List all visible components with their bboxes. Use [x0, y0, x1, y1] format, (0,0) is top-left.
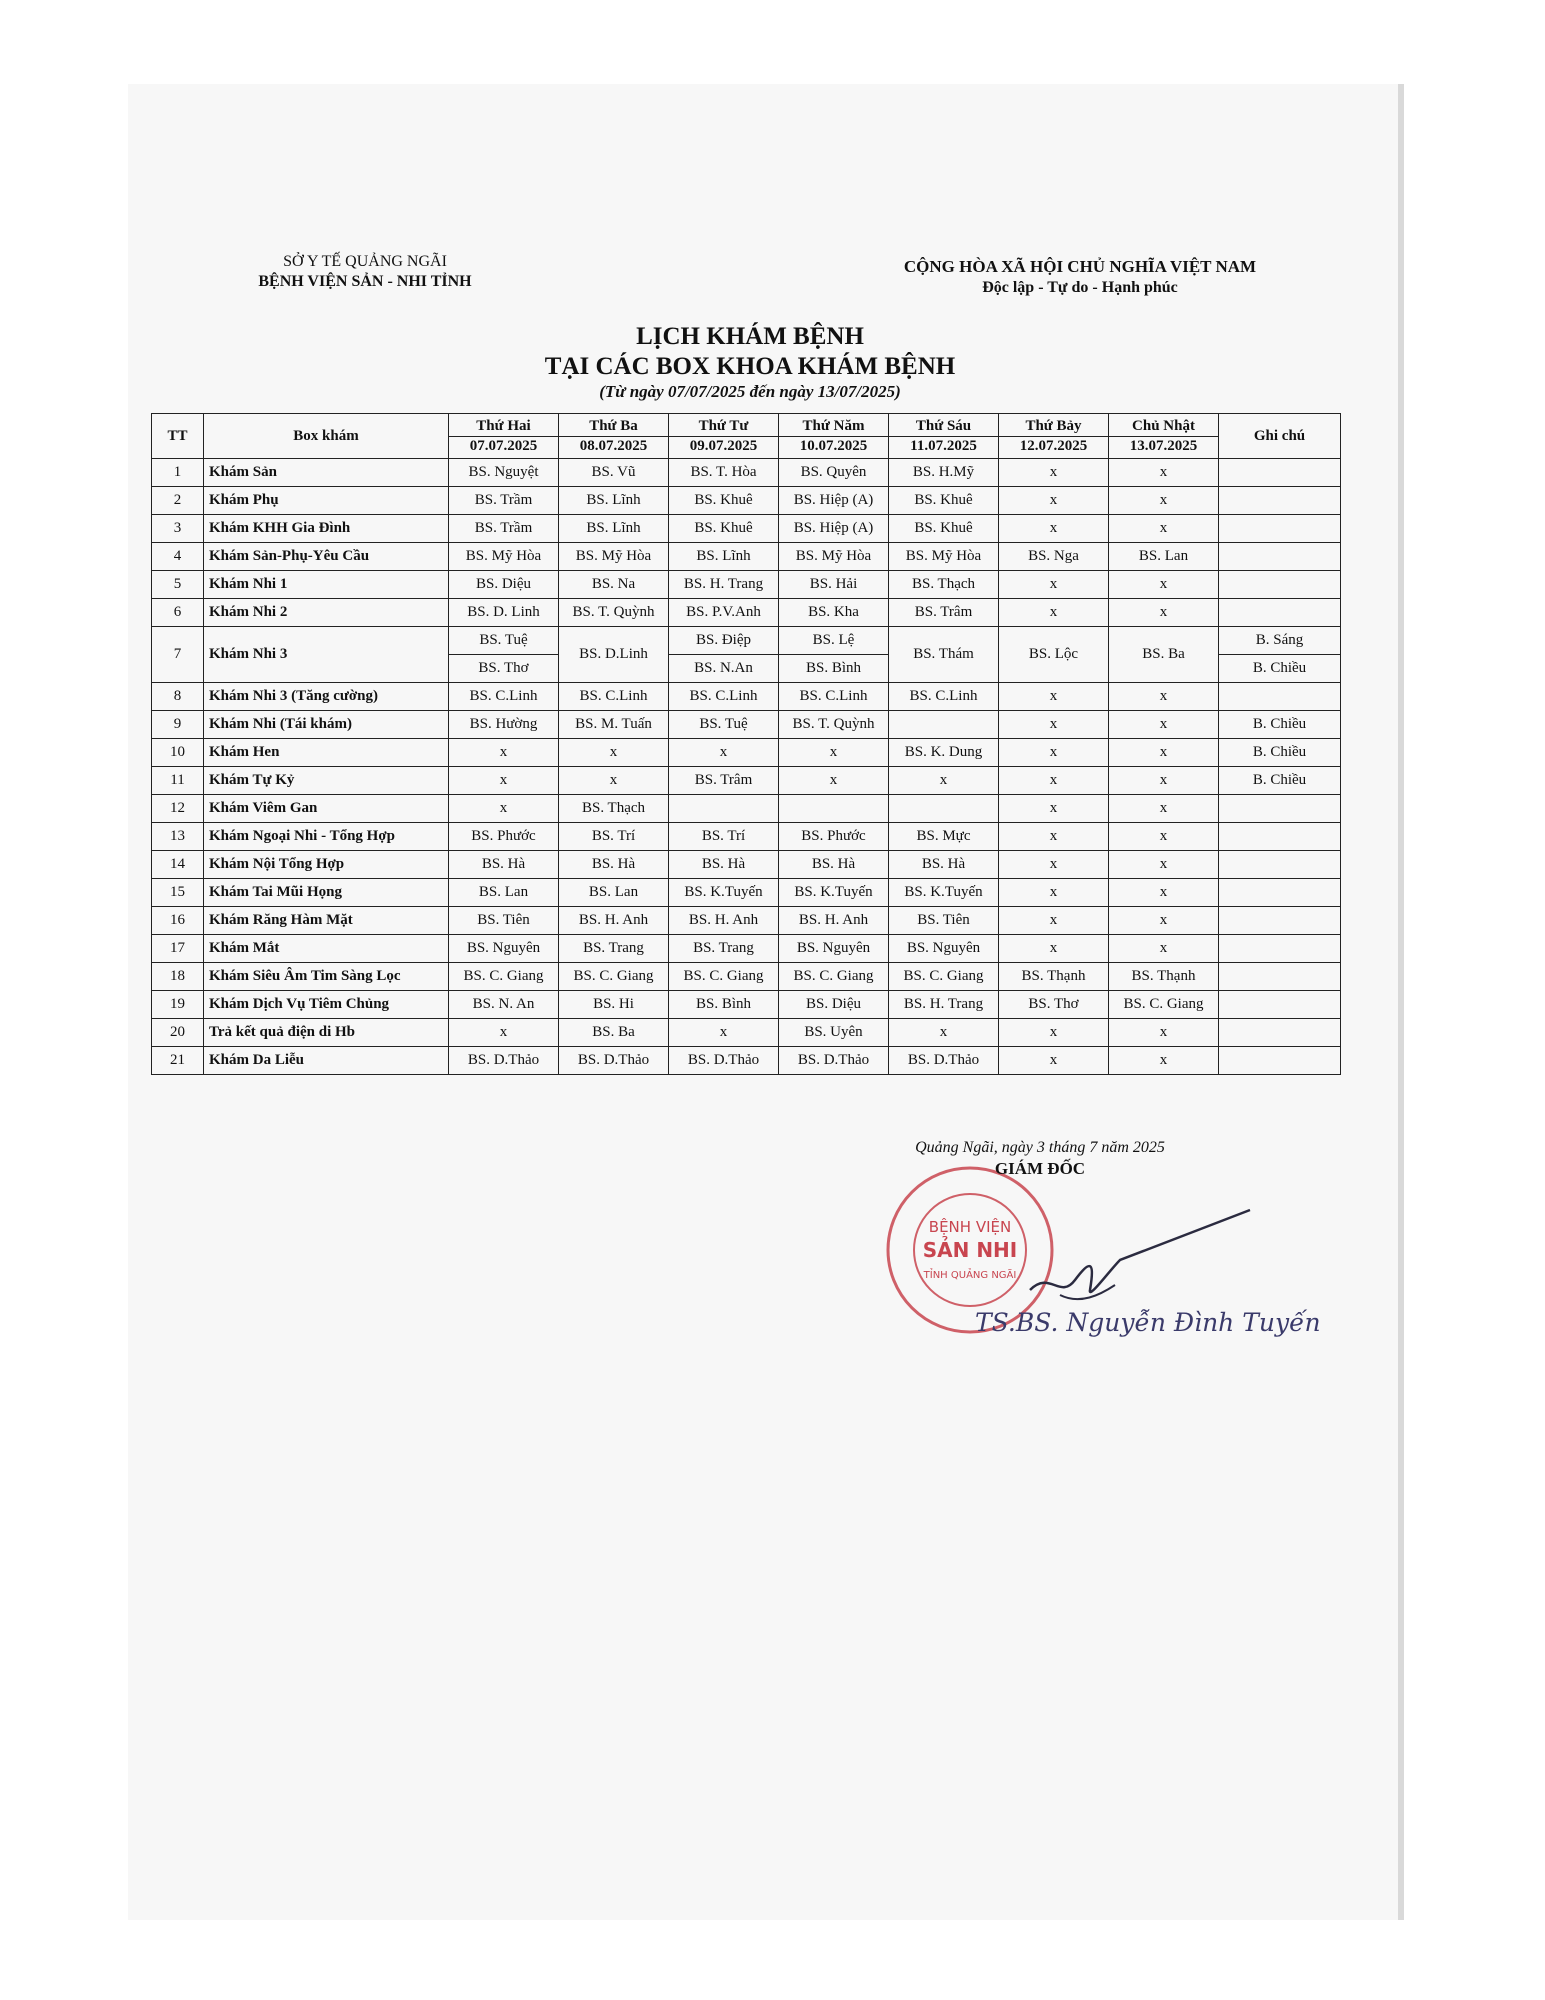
note-cell [1219, 683, 1341, 711]
schedule-cell: BS. Thám [889, 627, 999, 683]
schedule-cell: BS. Mỹ Hòa [559, 543, 669, 571]
schedule-cell: BS. Thạch [559, 795, 669, 823]
row-number: 7 [152, 627, 204, 683]
schedule-cell: BS. Hà [669, 851, 779, 879]
header-right [870, 256, 1290, 298]
row-box-name: Khám Nhi 2 [204, 599, 449, 627]
schedule-cell: BS. N.An [669, 655, 779, 683]
table-row [152, 907, 1341, 935]
row-number: 21 [152, 1047, 204, 1075]
schedule-cell: x [449, 767, 559, 795]
note-cell: B. Chiều [1219, 767, 1341, 795]
row-number: 9 [152, 711, 204, 739]
schedule-cell: BS. Nguyên [889, 935, 999, 963]
schedule-cell: BS. D.Thảo [889, 1047, 999, 1075]
schedule-cell: BS. C. Giang [449, 963, 559, 991]
day-date: 11.07.2025 [889, 436, 998, 456]
schedule-cell: BS. Lan [559, 879, 669, 907]
row-number: 4 [152, 543, 204, 571]
signer-role: GIÁM ĐỐC [994, 1159, 1086, 1178]
row-box-name: Khám Viêm Gan [204, 795, 449, 823]
row-number: 1 [152, 459, 204, 487]
note-cell [1219, 571, 1341, 599]
schedule-cell: x [999, 515, 1109, 543]
schedule-cell: x [1109, 879, 1219, 907]
row-number: 18 [152, 963, 204, 991]
motto: Độc lập - Tự do - Hạnh phúc [982, 279, 1178, 296]
schedule-cell: BS. Hà [449, 851, 559, 879]
header-left [230, 252, 500, 292]
row-number: 8 [152, 683, 204, 711]
note-cell [1219, 515, 1341, 543]
schedule-cell: BS. Lĩnh [559, 515, 669, 543]
header-day [1109, 414, 1219, 459]
schedule-cell: BS. Thơ [999, 991, 1109, 1019]
schedule-cell: x [1109, 739, 1219, 767]
schedule-cell: x [999, 935, 1109, 963]
schedule-cell: BS. Hà [559, 851, 669, 879]
schedule-cell: BS. Quyên [779, 459, 889, 487]
schedule-cell: BS. Bình [779, 655, 889, 683]
schedule-cell: x [889, 767, 999, 795]
schedule-cell: BS. H. Anh [669, 907, 779, 935]
schedule-cell: BS. Phước [449, 823, 559, 851]
schedule-cell [889, 795, 999, 823]
schedule-cell: BS. Uyên [779, 1019, 889, 1047]
row-number: 14 [152, 851, 204, 879]
schedule-cell: x [669, 739, 779, 767]
schedule-cell: BS. D. Linh [449, 599, 559, 627]
row-box-name: Khám Sản [204, 459, 449, 487]
table-row [152, 571, 1341, 599]
schedule-cell: x [999, 599, 1109, 627]
table-row [152, 487, 1341, 515]
day-name: Thứ Tư [698, 417, 749, 434]
header-day [559, 414, 669, 459]
schedule-cell: x [1109, 823, 1219, 851]
schedule-cell: BS. Trâm [889, 599, 999, 627]
table-row [152, 963, 1341, 991]
table-row [152, 627, 1341, 655]
day-date: 08.07.2025 [559, 436, 668, 456]
table-row [152, 851, 1341, 879]
schedule-cell: x [1109, 767, 1219, 795]
schedule-cell: x [559, 739, 669, 767]
schedule-cell: BS. Hà [889, 851, 999, 879]
stamp-line3: TỈNH QUẢNG NGÃI [923, 1270, 1017, 1281]
schedule-cell: BS. Nga [999, 543, 1109, 571]
note-cell: B. Sáng [1219, 627, 1341, 655]
schedule-cell: BS. Khuê [889, 515, 999, 543]
schedule-cell: BS. Nguyên [779, 935, 889, 963]
row-box-name: Khám Phụ [204, 487, 449, 515]
note-cell [1219, 1047, 1341, 1075]
paper-edge [1398, 84, 1404, 1920]
schedule-cell: x [1109, 571, 1219, 599]
schedule-cell: BS. Tuệ [449, 627, 559, 655]
row-number: 13 [152, 823, 204, 851]
schedule-cell: x [449, 795, 559, 823]
schedule-cell: BS. Khuê [889, 487, 999, 515]
schedule-cell: x [559, 767, 669, 795]
note-cell [1219, 823, 1341, 851]
schedule-cell: BS. D.Linh [559, 627, 669, 683]
schedule-cell: BS. Nguyên [449, 935, 559, 963]
schedule-cell: x [1109, 851, 1219, 879]
schedule-cell: BS. Trang [669, 935, 779, 963]
schedule-cell: BS. Lĩnh [559, 487, 669, 515]
schedule-cell: BS. K.Tuyến [889, 879, 999, 907]
row-box-name: Khám Tự Kỷ [204, 767, 449, 795]
schedule-cell: BS. Ba [559, 1019, 669, 1047]
row-box-name: Khám Da Liễu [204, 1047, 449, 1075]
schedule-cell: BS. Thạnh [999, 963, 1109, 991]
schedule-cell: x [779, 767, 889, 795]
schedule-cell: BS. T. Quỳnh [559, 599, 669, 627]
stamp-line2: SẢN NHI [922, 1238, 1018, 1262]
row-box-name: Khám Nhi 1 [204, 571, 449, 599]
schedule-cell: BS. Vũ [559, 459, 669, 487]
schedule-cell: BS. Lan [449, 879, 559, 907]
page-title: LỊCH KHÁM BỆNH [636, 323, 864, 350]
schedule-cell: BS. Thơ [449, 655, 559, 683]
page-subtitle: TẠI CÁC BOX KHOA KHÁM BỆNH [544, 353, 956, 380]
schedule-cell: BS. D.Thảo [779, 1047, 889, 1075]
schedule-cell: BS. M. Tuấn [559, 711, 669, 739]
schedule-cell: BS. Nguyệt [449, 459, 559, 487]
schedule-cell: BS. P.V.Anh [669, 599, 779, 627]
row-box-name: Khám Siêu Âm Tim Sàng Lọc [204, 963, 449, 991]
table-header [152, 414, 1341, 459]
schedule-cell: BS. Mỹ Hòa [779, 543, 889, 571]
note-cell [1219, 487, 1341, 515]
row-box-name: Khám Nhi 3 (Tăng cường) [204, 683, 449, 711]
schedule-cell: BS. Na [559, 571, 669, 599]
row-box-name: Khám Tai Mũi Họng [204, 879, 449, 907]
row-number: 3 [152, 515, 204, 543]
day-name: Thứ Hai [476, 417, 531, 434]
header-day [779, 414, 889, 459]
note-cell: B. Chiều [1219, 655, 1341, 683]
schedule-cell: x [1109, 683, 1219, 711]
day-date: 09.07.2025 [669, 436, 778, 456]
org-name: SỞ Y TẾ QUẢNG NGÃI [283, 253, 447, 270]
table-row [152, 1047, 1341, 1075]
schedule-cell [889, 711, 999, 739]
row-number: 10 [152, 739, 204, 767]
note-cell: B. Chiều [1219, 711, 1341, 739]
schedule-cell: x [999, 459, 1109, 487]
schedule-cell: BS. C.Linh [889, 683, 999, 711]
row-box-name: Khám KHH Gia Đình [204, 515, 449, 543]
note-cell [1219, 963, 1341, 991]
schedule-cell [669, 795, 779, 823]
schedule-cell: BS. K. Dung [889, 739, 999, 767]
schedule-cell: x [999, 823, 1109, 851]
schedule-cell: x [1109, 459, 1219, 487]
schedule-cell: BS. Trang [559, 935, 669, 963]
schedule-cell: BS. Kha [779, 599, 889, 627]
schedule-cell: BS. Điệp [669, 627, 779, 655]
schedule-cell: BS. Hi [559, 991, 669, 1019]
table-row [152, 991, 1341, 1019]
schedule-cell: x [999, 795, 1109, 823]
note-cell [1219, 599, 1341, 627]
row-box-name: Khám Dịch Vụ Tiêm Chủng [204, 991, 449, 1019]
day-name: Thứ Năm [802, 417, 865, 434]
table-row [152, 767, 1341, 795]
note-cell [1219, 459, 1341, 487]
row-number: 16 [152, 907, 204, 935]
schedule-cell: BS. H.Mỹ [889, 459, 999, 487]
row-number: 17 [152, 935, 204, 963]
schedule-cell: BS. Tiên [889, 907, 999, 935]
note-cell [1219, 851, 1341, 879]
schedule-cell: BS. H. Trang [889, 991, 999, 1019]
schedule-cell: BS. N. An [449, 991, 559, 1019]
table-row [152, 515, 1341, 543]
schedule-cell: BS. Khuê [669, 515, 779, 543]
header-day [999, 414, 1109, 459]
schedule-cell: BS. Thạnh [1109, 963, 1219, 991]
signature-block [860, 1138, 1220, 1180]
signer-name: TS.BS. Nguyễn Đình Tuyến [975, 1308, 1321, 1337]
schedule-cell: BS. Trầm [449, 515, 559, 543]
day-name: Thứ Sáu [915, 417, 972, 434]
schedule-cell: BS. H. Anh [559, 907, 669, 935]
row-box-name: Khám Nội Tổng Hợp [204, 851, 449, 879]
schedule-cell: BS. Trí [559, 823, 669, 851]
schedule-cell: BS. K.Tuyến [779, 879, 889, 907]
schedule-cell: x [1109, 599, 1219, 627]
table-row [152, 711, 1341, 739]
schedule-cell: BS. C.Linh [669, 683, 779, 711]
schedule-cell: BS. Hiệp (A) [779, 515, 889, 543]
day-date: 12.07.2025 [999, 436, 1108, 456]
schedule-cell: BS. Lan [1109, 543, 1219, 571]
schedule-cell: x [999, 851, 1109, 879]
schedule-cell: BS. Trầm [449, 487, 559, 515]
schedule-cell: x [999, 487, 1109, 515]
schedule-table [151, 413, 1341, 1075]
table-row [152, 543, 1341, 571]
schedule-cell: BS. C.Linh [779, 683, 889, 711]
schedule-cell: x [889, 1019, 999, 1047]
director-signature [1020, 1200, 1260, 1320]
schedule-cell [779, 795, 889, 823]
schedule-cell: BS. Lệ [779, 627, 889, 655]
row-box-name: Khám Sản-Phụ-Yêu Cầu [204, 543, 449, 571]
country-name: CỘNG HÒA XÃ HỘI CHỦ NGHĨA VIỆT NAM [903, 257, 1257, 276]
schedule-cell: BS. Hà [779, 851, 889, 879]
schedule-cell: BS. Tiên [449, 907, 559, 935]
schedule-cell: x [779, 739, 889, 767]
schedule-cell: BS. H. Trang [669, 571, 779, 599]
day-name: Thứ Ba [589, 417, 638, 434]
schedule-cell: x [999, 1019, 1109, 1047]
table-row [152, 683, 1341, 711]
schedule-cell: BS. C.Linh [559, 683, 669, 711]
schedule-cell: x [1109, 711, 1219, 739]
day-name: Chủ Nhật [1132, 417, 1195, 434]
schedule-cell: BS. D.Thảo [669, 1047, 779, 1075]
schedule-cell: BS. Diệu [449, 571, 559, 599]
schedule-cell: x [449, 1019, 559, 1047]
schedule-cell: x [999, 1047, 1109, 1075]
stamp-line1: BỆNH VIỆN [928, 1218, 1012, 1236]
schedule-cell: BS. Lộc [999, 627, 1109, 683]
date-range: (Từ ngày 07/07/2025 đến ngày 13/07/2025) [599, 382, 901, 401]
header-day [889, 414, 999, 459]
schedule-cell: x [1109, 907, 1219, 935]
table-row [152, 739, 1341, 767]
note-cell: B. Chiều [1219, 739, 1341, 767]
table-row [152, 459, 1341, 487]
row-number: 19 [152, 991, 204, 1019]
schedule-cell: BS. Mỹ Hòa [449, 543, 559, 571]
row-number: 6 [152, 599, 204, 627]
schedule-cell: x [999, 767, 1109, 795]
table-row [152, 935, 1341, 963]
schedule-cell: x [999, 683, 1109, 711]
row-box-name: Khám Hen [204, 739, 449, 767]
row-number: 5 [152, 571, 204, 599]
schedule-cell: BS. Bình [669, 991, 779, 1019]
schedule-cell: BS. C. Giang [669, 963, 779, 991]
table-body [152, 459, 1341, 1075]
schedule-cell: BS. Diệu [779, 991, 889, 1019]
schedule-cell: x [449, 739, 559, 767]
schedule-cell: x [1109, 935, 1219, 963]
row-box-name: Khám Ngoại Nhi - Tổng Hợp [204, 823, 449, 851]
row-number: 15 [152, 879, 204, 907]
schedule-cell: BS. Tuệ [669, 711, 779, 739]
schedule-cell: BS. Mỹ Hòa [889, 543, 999, 571]
day-name: Thứ Bảy [1025, 417, 1082, 434]
place-date: Quảng Ngãi, ngày 3 tháng 7 năm 2025 [915, 1139, 1165, 1156]
note-cell [1219, 795, 1341, 823]
header-box: Box khám [204, 414, 449, 459]
schedule-cell: BS. C.Linh [449, 683, 559, 711]
header-day [449, 414, 559, 459]
schedule-cell: BS. C. Giang [559, 963, 669, 991]
row-box-name: Khám Mắt [204, 935, 449, 963]
schedule-cell: BS. T. Quỳnh [779, 711, 889, 739]
row-box-name: Khám Nhi (Tái khám) [204, 711, 449, 739]
schedule-cell: BS. Hải [779, 571, 889, 599]
note-cell [1219, 991, 1341, 1019]
schedule-cell: BS. D.Thảo [559, 1047, 669, 1075]
schedule-cell: BS. Lĩnh [669, 543, 779, 571]
table-row [152, 599, 1341, 627]
hospital-name: BỆNH VIỆN SẢN - NHI TỈNH [258, 273, 472, 290]
schedule-cell: BS. C. Giang [779, 963, 889, 991]
schedule-cell: x [1109, 487, 1219, 515]
header-note: Ghi chú [1219, 414, 1341, 459]
schedule-cell: BS. H. Anh [779, 907, 889, 935]
row-number: 12 [152, 795, 204, 823]
note-cell [1219, 879, 1341, 907]
schedule-cell: x [999, 907, 1109, 935]
header-day [669, 414, 779, 459]
day-date: 10.07.2025 [779, 436, 888, 456]
schedule-cell: x [1109, 1019, 1219, 1047]
schedule-cell: BS. Khuê [669, 487, 779, 515]
schedule-cell: BS. Trí [669, 823, 779, 851]
note-cell [1219, 907, 1341, 935]
note-cell [1219, 935, 1341, 963]
schedule-cell: x [999, 571, 1109, 599]
schedule-cell: BS. Phước [779, 823, 889, 851]
row-number: 11 [152, 767, 204, 795]
table-row [152, 1019, 1341, 1047]
day-date: 13.07.2025 [1109, 436, 1218, 456]
schedule-cell: x [999, 879, 1109, 907]
table-row [152, 823, 1341, 851]
table-row [152, 879, 1341, 907]
title-block [400, 322, 1100, 402]
schedule-cell: BS. C. Giang [1109, 991, 1219, 1019]
schedule-cell: x [1109, 1047, 1219, 1075]
schedule-cell: BS. Thạch [889, 571, 999, 599]
schedule-cell: x [999, 739, 1109, 767]
schedule-cell: BS. Mực [889, 823, 999, 851]
header-tt: TT [152, 414, 204, 459]
row-box-name: Khám Răng Hàm Mặt [204, 907, 449, 935]
row-box-name: Trả kết quả điện di Hb [204, 1019, 449, 1047]
note-cell [1219, 543, 1341, 571]
schedule-cell: BS. Ba [1109, 627, 1219, 683]
schedule-cell: BS. Hiệp (A) [779, 487, 889, 515]
schedule-cell: BS. Trâm [669, 767, 779, 795]
note-cell [1219, 1019, 1341, 1047]
row-number: 20 [152, 1019, 204, 1047]
schedule-cell: x [669, 1019, 779, 1047]
day-date: 07.07.2025 [449, 436, 558, 456]
table-row [152, 795, 1341, 823]
schedule-cell: x [999, 711, 1109, 739]
row-number: 2 [152, 487, 204, 515]
schedule-cell: x [1109, 515, 1219, 543]
schedule-cell: BS. D.Thảo [449, 1047, 559, 1075]
schedule-cell: BS. T. Hòa [669, 459, 779, 487]
schedule-cell: x [1109, 795, 1219, 823]
row-box-name: Khám Nhi 3 [204, 627, 449, 683]
schedule-cell: BS. Hường [449, 711, 559, 739]
schedule-cell: BS. C. Giang [889, 963, 999, 991]
schedule-cell: BS. K.Tuyến [669, 879, 779, 907]
